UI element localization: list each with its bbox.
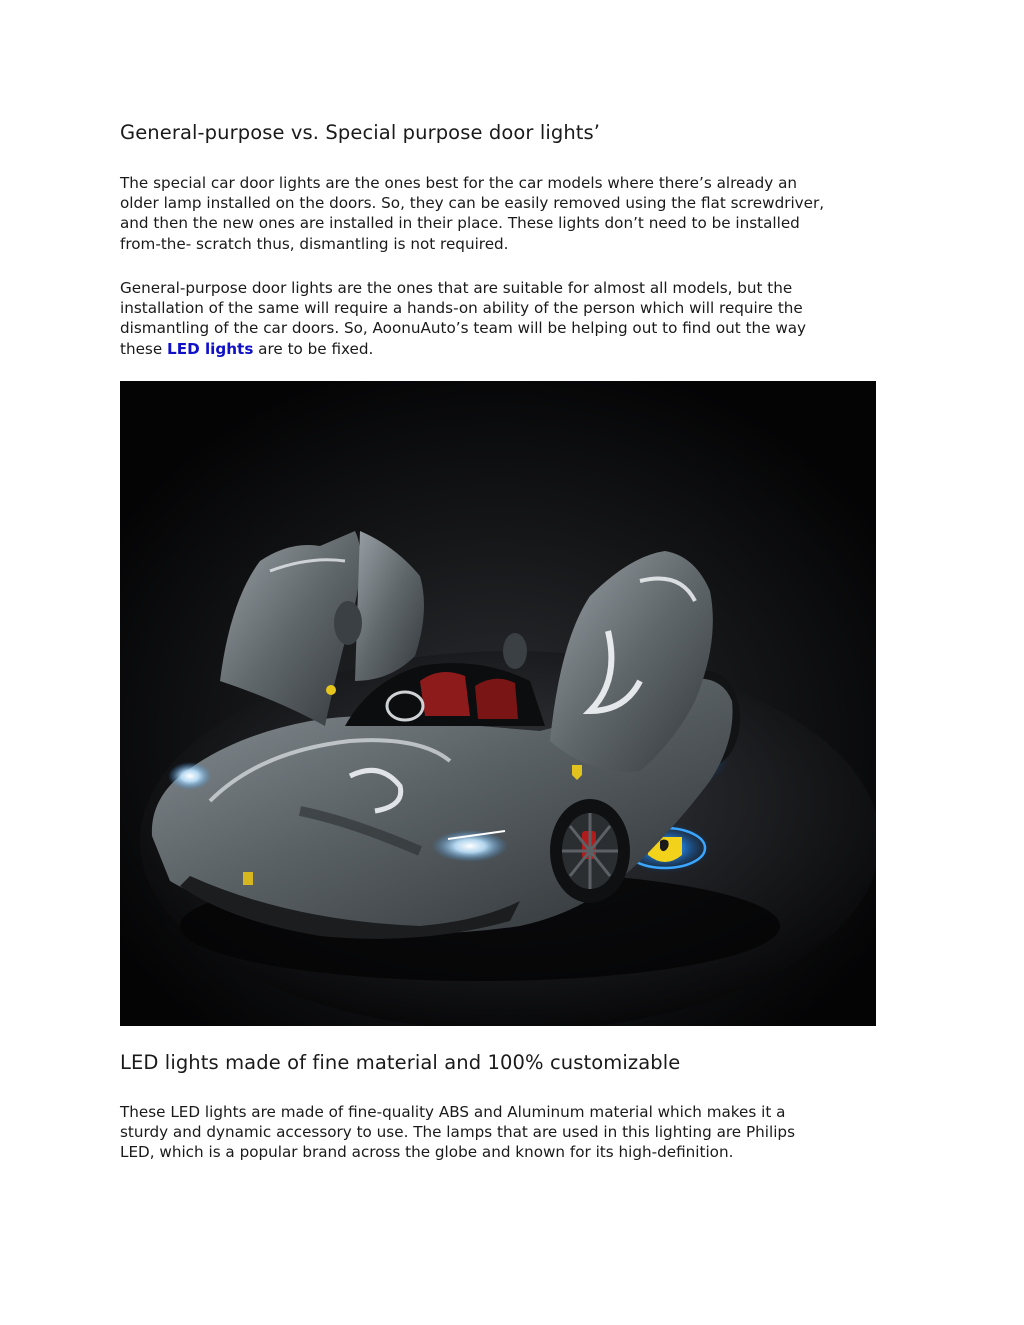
paragraph-line: and then the new ones are installed in their place. These lights don’t need to be installed bbox=[120, 214, 800, 233]
paragraph-line: installation of the same will require a hands-on ability of the person which will require the bbox=[120, 299, 803, 318]
car-photo-illustration bbox=[120, 381, 876, 1026]
left-headlight bbox=[168, 762, 212, 790]
paragraph-line: General-purpose door lights are the ones that are suitable for almost all models, but the bbox=[120, 279, 793, 297]
section-heading-door-lights: General-purpose vs. Special purpose door lights’ bbox=[120, 121, 601, 144]
paragraph-line: dismantling of the car doors. So, AoonuAuto’s team will be helping out to find out the way bbox=[120, 319, 807, 338]
text-suffix: are to be fixed. bbox=[253, 339, 374, 358]
paragraph-line: The special car door lights are the ones best for the car models where there’s already an bbox=[120, 174, 798, 192]
paragraph-general-purpose bbox=[120, 278, 910, 359]
led-lights-link[interactable]: LED lights bbox=[167, 339, 254, 358]
right-headlight bbox=[432, 830, 508, 862]
hood-badge bbox=[243, 872, 253, 885]
paragraph-line-with-link bbox=[120, 339, 910, 359]
paragraph-line: older lamp installed on the doors. So, they can be easily removed using the flat screwdriver, bbox=[120, 194, 825, 213]
section-heading-led-lights: LED lights made of fine material and 100% customizable bbox=[120, 1051, 681, 1074]
paragraph-special-lights bbox=[120, 173, 910, 254]
paragraph-line: These LED lights are made of fine-quality ABS and Aluminum material which makes it a bbox=[120, 1103, 786, 1121]
paragraph-led-material bbox=[120, 1102, 910, 1163]
paragraph-line: LED, which is a popular brand across the globe and known for its high-definition. bbox=[120, 1143, 734, 1162]
paragraph-line: from-the- scratch thus, dismantling is not required. bbox=[120, 234, 509, 253]
red-seat bbox=[420, 672, 470, 716]
paragraph-line: sturdy and dynamic accessory to use. The lamps that are used in this lighting are Philips bbox=[120, 1123, 795, 1142]
text-prefix: these bbox=[120, 339, 168, 358]
car-photo bbox=[120, 381, 876, 1026]
